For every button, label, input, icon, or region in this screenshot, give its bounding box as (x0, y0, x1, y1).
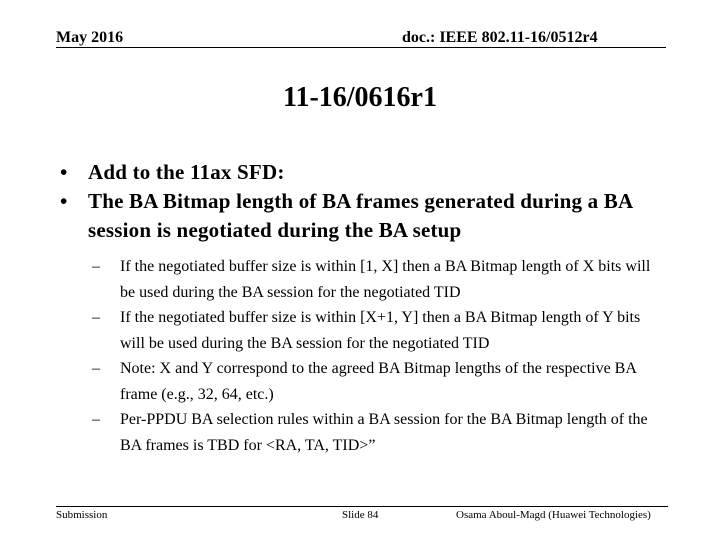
header-divider (56, 47, 666, 48)
sub-bullet-item (92, 305, 662, 356)
bullet-item (56, 187, 676, 245)
bullet-list (56, 158, 676, 245)
footer-submission: Submission (56, 509, 108, 521)
sub-bullet-item (92, 356, 662, 407)
bullet-item (56, 158, 676, 187)
header-doc-id: doc.: IEEE 802.11-16/0512r4 (402, 29, 598, 46)
sub-bullet-text: Per-PPDU BA selection rules within a BA session for the BA Bitmap length of the BA frames is TBD for <RA, TA, TID>” (120, 411, 648, 454)
sub-bullet-text: If the negotiated buffer size is within [1, X] then a BA Bitmap length of X bits will be used during the BA session for the negotiated TID (120, 258, 651, 301)
sub-bullet-item (92, 407, 662, 458)
sub-bullet-marker: – (92, 309, 100, 326)
bullet-text: The BA Bitmap length of BA frames generated during a BA session is negotiated during the BA setup (88, 189, 633, 242)
sub-bullet-text: Note: X and Y correspond to the agreed BA Bitmap lengths of the respective BA frame (e.g., 32, 64, etc.) (120, 360, 637, 403)
footer-divider (56, 506, 668, 507)
bullet-marker: • (60, 189, 68, 213)
header-date: May 2016 (56, 29, 124, 46)
bullet-text: Add to the 11ax SFD: (88, 160, 285, 184)
bullet-marker: • (60, 160, 68, 184)
footer-author: Osama Aboul-Magd (Huawei Technologies) (456, 509, 651, 521)
sub-bullet-marker: – (92, 360, 100, 377)
slide-title: 11-16/0616r1 (283, 82, 437, 113)
sub-bullet-text: If the negotiated buffer size is within [X+1, Y] then a BA Bitmap length of Y bits will be used during the BA session for the negotiated TID (120, 309, 641, 352)
sub-bullet-item (92, 254, 662, 305)
footer-slide-number: Slide 84 (342, 509, 379, 521)
sub-bullet-list (92, 254, 662, 458)
sub-bullet-marker: – (92, 411, 100, 428)
sub-bullet-marker: – (92, 258, 100, 275)
